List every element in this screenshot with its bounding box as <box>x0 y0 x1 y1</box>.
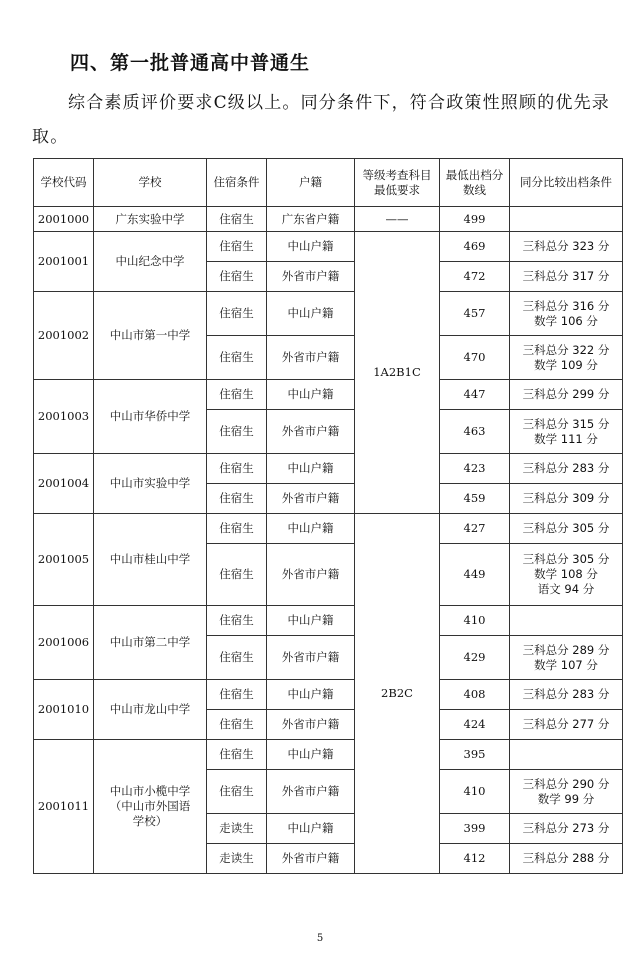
grade-requirement: —— <box>355 207 440 232</box>
min-score: 499 <box>440 207 510 232</box>
table-row <box>34 380 623 410</box>
min-score: 469 <box>440 232 510 262</box>
min-score: 423 <box>440 454 510 484</box>
min-score: 395 <box>440 740 510 770</box>
table-row <box>34 292 623 336</box>
hukou-type: 中山户籍 <box>267 740 355 770</box>
school-name: 中山市第二中学 <box>94 606 207 680</box>
lodging-type: 住宿生 <box>207 380 267 410</box>
tie-break-condition <box>510 207 623 232</box>
tie-break-condition: 三科总分 315 分 数学 111 分 <box>510 410 623 454</box>
admission-table <box>33 158 623 874</box>
tie-break-condition: 三科总分 309 分 <box>510 484 623 514</box>
hukou-type: 外省市户籍 <box>267 484 355 514</box>
school-name: 中山市小榄中学 （中山市外国语 学校） <box>94 740 207 874</box>
tie-break-condition: 三科总分 305 分 <box>510 514 623 544</box>
lodging-type: 住宿生 <box>207 292 267 336</box>
header-grade-req: 等级考查科目最低要求 <box>355 159 440 207</box>
hukou-type: 中山户籍 <box>267 232 355 262</box>
tie-break-condition: 三科总分 322 分 数学 109 分 <box>510 336 623 380</box>
lodging-type: 住宿生 <box>207 544 267 606</box>
hukou-type: 中山户籍 <box>267 814 355 844</box>
hukou-type: 中山户籍 <box>267 292 355 336</box>
hukou-type: 中山户籍 <box>267 454 355 484</box>
min-score: 457 <box>440 292 510 336</box>
school-code: 2001004 <box>34 454 94 514</box>
table-body <box>34 207 623 874</box>
hukou-type: 中山户籍 <box>267 514 355 544</box>
lodging-type: 走读生 <box>207 814 267 844</box>
tie-break-condition: 三科总分 289 分 数学 107 分 <box>510 636 623 680</box>
section-title: 四、第一批普通高中普通生 <box>70 52 311 74</box>
lodging-type: 住宿生 <box>207 606 267 636</box>
header-tie-break: 同分比较出档条件 <box>510 159 623 207</box>
hukou-type: 中山户籍 <box>267 606 355 636</box>
lodging-type: 住宿生 <box>207 207 267 232</box>
lodging-type: 住宿生 <box>207 232 267 262</box>
tie-break-condition: 三科总分 305 分 数学 108 分 语文 94 分 <box>510 544 623 606</box>
hukou-type: 外省市户籍 <box>267 710 355 740</box>
tie-break-condition: 三科总分 316 分 数学 106 分 <box>510 292 623 336</box>
table-row <box>34 740 623 770</box>
min-score: 449 <box>440 544 510 606</box>
page-number: 5 <box>316 933 324 944</box>
header-hukou: 户籍 <box>267 159 355 207</box>
hukou-type: 外省市户籍 <box>267 770 355 814</box>
school-code: 2001001 <box>34 232 94 292</box>
tie-break-condition: 三科总分 283 分 <box>510 680 623 710</box>
hukou-type: 外省市户籍 <box>267 262 355 292</box>
min-score: 472 <box>440 262 510 292</box>
min-score: 429 <box>440 636 510 680</box>
tie-break-condition: 三科总分 273 分 <box>510 814 623 844</box>
school-name: 中山市桂山中学 <box>94 514 207 606</box>
school-code: 2001000 <box>34 207 94 232</box>
min-score: 410 <box>440 770 510 814</box>
school-name: 中山纪念中学 <box>94 232 207 292</box>
tie-break-condition: 三科总分 290 分 数学 99 分 <box>510 770 623 814</box>
grade-requirement: 1A2B1C <box>355 232 440 514</box>
min-score: 424 <box>440 710 510 740</box>
school-name: 中山市实验中学 <box>94 454 207 514</box>
min-score: 399 <box>440 814 510 844</box>
school-name: 广东实验中学 <box>94 207 207 232</box>
intro-paragraph: 综合素质评价要求C级以上。同分条件下，符合政策性照顾的优先录取。 <box>32 93 611 147</box>
hukou-type: 外省市户籍 <box>267 336 355 380</box>
tie-break-condition <box>510 740 623 770</box>
lodging-type: 住宿生 <box>207 710 267 740</box>
table-row <box>34 454 623 484</box>
tie-break-condition: 三科总分 317 分 <box>510 262 623 292</box>
school-code: 2001010 <box>34 680 94 740</box>
school-name: 中山市华侨中学 <box>94 380 207 454</box>
min-score: 427 <box>440 514 510 544</box>
header-code: 学校代码 <box>34 159 94 207</box>
lodging-type: 住宿生 <box>207 680 267 710</box>
lodging-type: 走读生 <box>207 844 267 874</box>
tie-break-condition: 三科总分 323 分 <box>510 232 623 262</box>
min-score: 410 <box>440 606 510 636</box>
hukou-type: 外省市户籍 <box>267 544 355 606</box>
header-school: 学校 <box>94 159 207 207</box>
table-row <box>34 232 623 262</box>
school-code: 2001002 <box>34 292 94 380</box>
hukou-type: 中山户籍 <box>267 380 355 410</box>
hukou-type: 外省市户籍 <box>267 844 355 874</box>
lodging-type: 住宿生 <box>207 484 267 514</box>
table-row <box>34 514 623 544</box>
tie-break-condition: 三科总分 288 分 <box>510 844 623 874</box>
hukou-type: 外省市户籍 <box>267 410 355 454</box>
tie-break-condition: 三科总分 277 分 <box>510 710 623 740</box>
tie-break-condition <box>510 606 623 636</box>
school-name: 中山市第一中学 <box>94 292 207 380</box>
lodging-type: 住宿生 <box>207 740 267 770</box>
hukou-type: 广东省户籍 <box>267 207 355 232</box>
school-name: 中山市龙山中学 <box>94 680 207 740</box>
hukou-type: 外省市户籍 <box>267 636 355 680</box>
min-score: 412 <box>440 844 510 874</box>
school-code: 2001006 <box>34 606 94 680</box>
table-row <box>34 680 623 710</box>
tie-break-condition: 三科总分 283 分 <box>510 454 623 484</box>
min-score: 408 <box>440 680 510 710</box>
table-row <box>34 207 623 232</box>
table-row <box>34 606 623 636</box>
min-score: 470 <box>440 336 510 380</box>
lodging-type: 住宿生 <box>207 454 267 484</box>
school-code: 2001003 <box>34 380 94 454</box>
min-score: 463 <box>440 410 510 454</box>
school-code: 2001011 <box>34 740 94 874</box>
header-lodging: 住宿条件 <box>207 159 267 207</box>
lodging-type: 住宿生 <box>207 514 267 544</box>
header-min-score: 最低出档分数线 <box>440 159 510 207</box>
hukou-type: 中山户籍 <box>267 680 355 710</box>
tie-break-condition: 三科总分 299 分 <box>510 380 623 410</box>
lodging-type: 住宿生 <box>207 336 267 380</box>
school-code: 2001005 <box>34 514 94 606</box>
lodging-type: 住宿生 <box>207 636 267 680</box>
lodging-type: 住宿生 <box>207 262 267 292</box>
min-score: 447 <box>440 380 510 410</box>
lodging-type: 住宿生 <box>207 410 267 454</box>
lodging-type: 住宿生 <box>207 770 267 814</box>
table-header-row <box>34 159 623 207</box>
grade-requirement: 2B2C <box>355 514 440 874</box>
min-score: 459 <box>440 484 510 514</box>
